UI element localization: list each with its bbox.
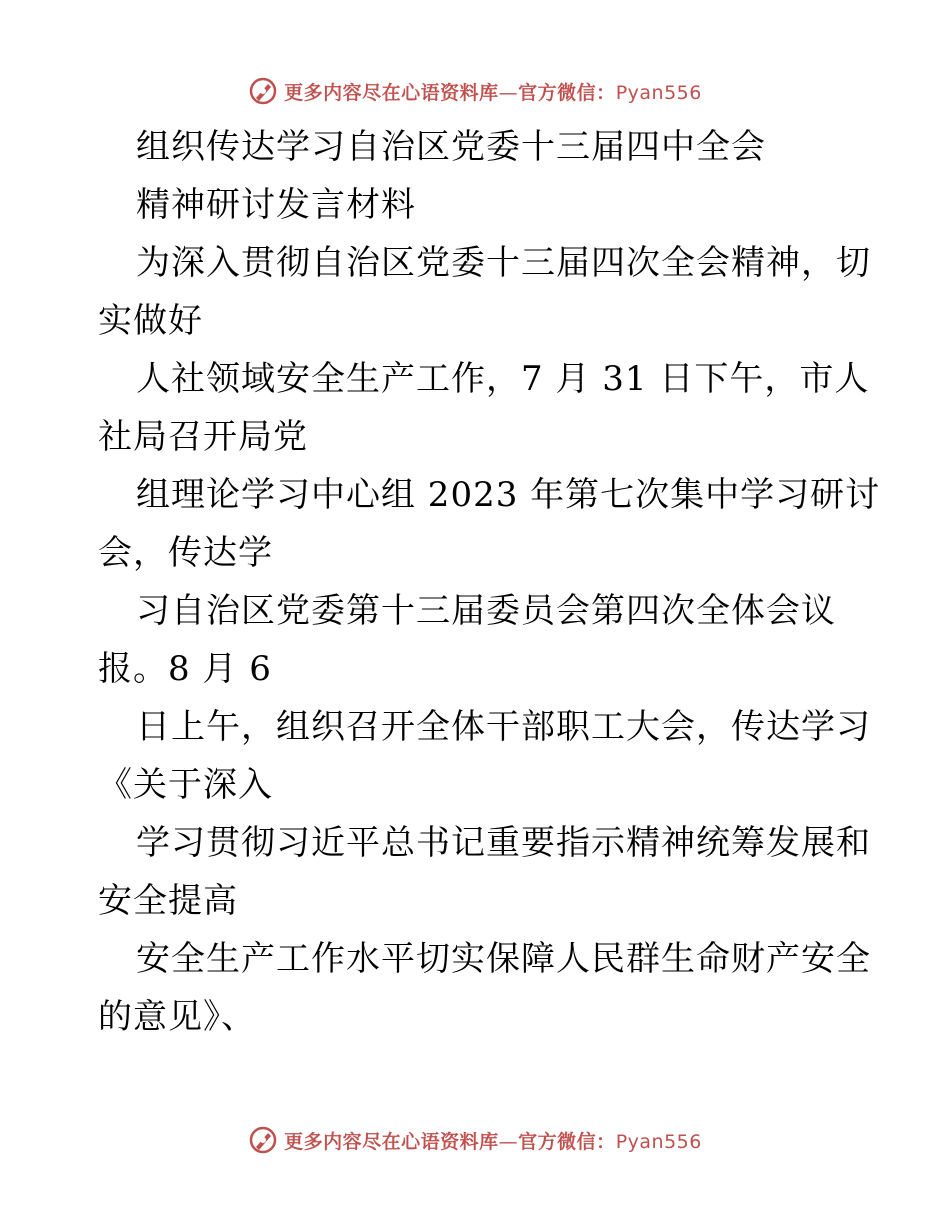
text-line: 会，传达学 [98,533,273,573]
text-line: 人社领域安全生产工作，7 月 31 日下午，市人 [136,359,870,399]
text-line: 实做好 [98,301,203,341]
text-line: 的意见》、 [98,997,256,1037]
pen-logo-icon [248,76,278,106]
watermark-group [248,76,702,106]
text-line: 精神研讨发言材料 [136,185,416,225]
text-line: 《关于深入 [98,765,273,805]
text-line: 组理论学习中心组 2023 年第七次集中学习研讨 [136,475,881,515]
watermark-text: 更多内容尽在心语资料库—官方微信：Pyan556 [284,81,702,104]
text-line: 安全生产工作水平切实保障人民群生命财产安全 [136,939,871,979]
text-line: 社局召开局党 [98,417,308,457]
document-body [98,118,881,1046]
header-watermark [0,73,950,109]
text-line: 学习贯彻习近平总书记重要指示精神统筹发展和 [136,823,871,863]
footer-watermark [0,1122,950,1158]
text-line: 为深入贯彻自治区党委十三届四次全会精神，切 [136,243,871,283]
text-line: 习自治区党委第十三届委员会第四次全体会议 [136,591,836,631]
text-line: 报。8 月 6 [98,649,272,689]
pen-logo-icon [248,1125,278,1155]
watermark-text: 更多内容尽在心语资料库—官方微信：Pyan556 [284,1130,702,1153]
text-line: 组织传达学习自治区党委十三届四中全会 [136,127,766,167]
text-line: 日上午，组织召开全体干部职工大会，传达学习 [136,707,871,747]
watermark-group [248,1125,702,1155]
text-line: 安全提高 [98,881,238,921]
